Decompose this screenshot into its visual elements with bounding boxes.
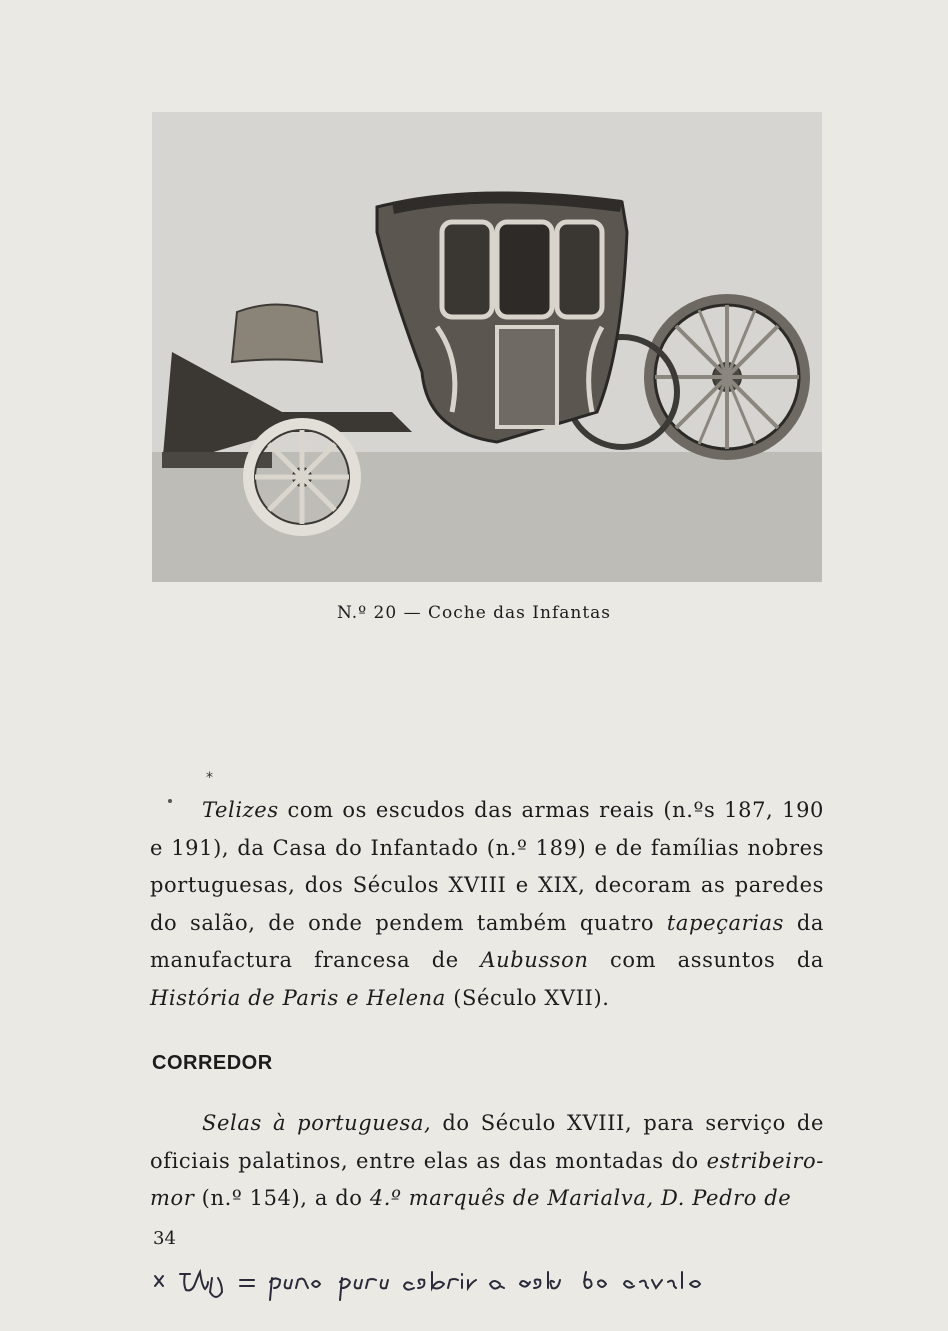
term-telizes: Telizes	[202, 798, 279, 822]
front-wheel	[249, 424, 355, 530]
term-marques: 4.º marquês de Marialva, D. Pedro de	[369, 1186, 792, 1210]
term-tapecarias: tapeçarias	[666, 910, 785, 935]
figure-caption: N.º 20 — Coche das Infantas	[336, 603, 612, 623]
term-estribeiro: estribeiro-mor	[150, 1148, 824, 1210]
term-selas: Selas à portuguesa,	[202, 1111, 432, 1135]
term-historia: História de Paris e Helena	[150, 985, 446, 1010]
term-aubusson: Aubusson	[480, 948, 589, 972]
handwritten-note	[150, 1264, 850, 1304]
paragraph-telizes: Telizes com os escudos das armas reais (n.ºs 187, 190 e 191), da Casa do Infantado (n.º 189) e de famílias nobres portuguesas, dos Séculos XVIII e XIX, decoram as paredes do salão, de onde pendem também quatro tapeçarias da manufactura francesa de Aubusson com assuntos da História de Paris e Helena (Século XVII).	[150, 798, 824, 1010]
annotation-asterisk: *	[206, 770, 213, 786]
carriage-photo	[152, 112, 822, 582]
page-number: 34	[153, 1228, 176, 1249]
section-heading: CORREDOR	[152, 1052, 273, 1074]
paragraph-selas: Selas à portuguesa, do Século XVIII, para serviço de oficiais palatinos, entre elas as das montadas do estribeiro-mor (n.º 154), a do 4.º marquês de Marialva, D. Pedro de	[150, 1111, 824, 1210]
coach-illustration	[152, 112, 822, 582]
